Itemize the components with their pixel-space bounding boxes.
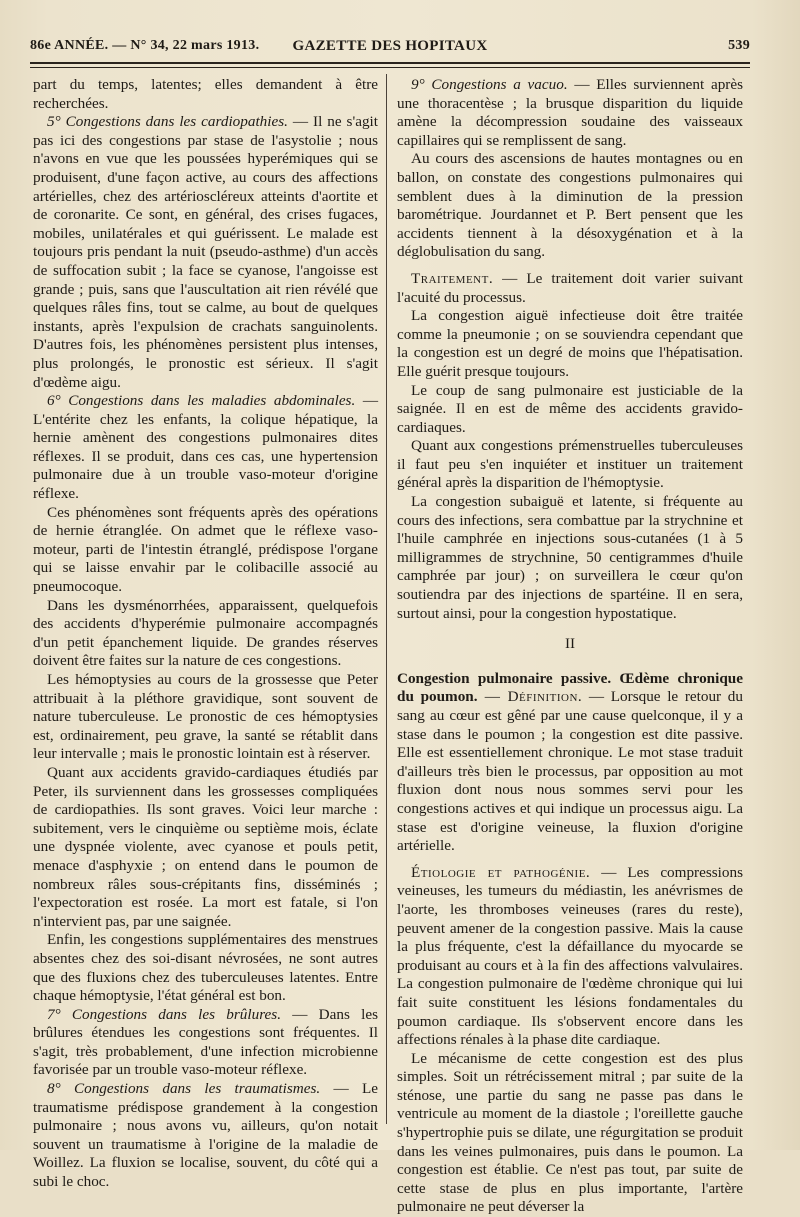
section-heading: Congestion pulmonaire passive. Œdème chronique du poumon. [397,669,743,706]
paragraph [397,270,743,307]
paragraph [33,113,378,392]
paragraph: La congestion subaiguë et latente, si fréquente au cours des infections, sera combattue par la strychnine et l'huile camphrée en injections sous-cutanées (1 à 5 milligrammes de strychnine, 50 centigrammes d'huile camphrée par jour) ; on surveillera le cœur qu'on soutiendra par des injections de spartéine. Il en sera, surtout ainsi, pour la congestion hypostatique. [397,493,743,622]
header-rule-thin [30,67,750,68]
paragraph-text: — Le traitement doit varier suivant l'acuité du processus. [397,269,743,306]
paragraph: Ces phénomènes sont fréquents après des opérations de hernie étranglée. On admet que le réflexe vaso-moteur, parti de l'intestin étranglé, prédispose l'organe qui se laisse envahir par le colibacille associé au pneumocoque. [33,503,378,596]
column-divider [386,74,387,1124]
section-label: — Définition. [477,688,583,706]
paragraph-title: 9° Congestions a vacuo. [411,76,568,93]
paragraph-title: 8° Congestions dans les traumatismes. [47,1080,321,1098]
paragraph-title: 6° Congestions dans les maladies abdominales. [47,392,356,410]
paragraph [33,1080,378,1192]
paragraph: Le mécanisme de cette congestion est des plus simples. Soit un rétrécissement mitral ; par suite de la sténose, une partie du sang ne passe pas dans le ventricule au moment de la diastole ; l'oreillette gauche s'hypertrophie puis se dilate, une régurgitation se produit dans les veines pulmonaires, puis dans le poumon. La congestion est établie. Ce n'est pas tout, par suite de cette stase de plus en plus importante, l'artère pulmonaire ne peut déverser la [397,1049,743,1216]
section-label: Étiologie et pathogénie. [411,863,591,881]
paragraph-text: — L'entérite chez les enfants, la colique hépatique, la hernie amènent des congestions pulmonaires dites réflexes. Il se produit, dans ces cas, une hypertension pulmonaire due à un trouble vaso-moteur d'origine réflexe. [33,392,379,503]
left-column [33,76,378,1192]
paragraph-text: — Lorsque le retour du sang au cœur est gêné par une cause quelconque, il y a stase dans le poumon ; la congestion est dite passive. Elle est essentiellement chronique. Le mot stase traduit d'ailleurs très bien le processus, par opposition au mot fluxion dont nous nous sommes servi pour les congestions actives et qui indique un processus aigu. La stase est d'origine veineuse, la fluxion d'origine artérielle. [397,688,743,855]
paragraph: part du temps, latentes; elles demandent à être recherchées. [33,76,378,112]
issue-info: 86e ANNÉE. — N° 34, 22 mars 1913. [30,38,260,53]
paragraph [397,76,743,150]
paragraph-text: — Elles surviennent après une thoracentèse ; la brusque disparition du liquide amène la décompression soudaine des vaisseaux capillaires qui se remplissent de sang. [397,76,744,149]
paragraph: Enfin, les congestions supplémentaires des menstrues absentes chez des soi-disant névrosées, ne sont autres que des fluxions chez des tuberculeuses latentes. Entre chaque hémoptysie, l'état général est bon. [33,931,378,1005]
paragraph: La congestion aiguë infectieuse doit être traitée comme la pneumonie ; on se souviendra cependant que la congestion est un degré de moins que l'hépatisation. Elle guérit presque toujours. [397,307,743,380]
paragraph-text: — Dans les brûlures étendues les congestions sont fréquentes. Il s'agit, très probablement, d'une infection microbienne favorisée par un trouble vaso-moteur réflexe. [33,1005,378,1079]
paragraph: Les hémoptysies au cours de la grossesse que Peter attribuait à la pléthore gravidique, sont souvent de nature tuberculeuse. Le pronostic de ces hémoptysies est, ordinairement, peu grave, la santé se rétablit dans leur intervalle ; mais le pronostic lointain est à réserver. [33,671,378,763]
paragraph [33,1006,378,1080]
paragraph [397,670,743,856]
right-column [397,76,743,1217]
paragraph-title: 5° Congestions dans les cardiopathies. [47,113,288,131]
section-label: Traitement. [411,269,494,287]
paragraph-text: — Le traumatisme prédispose grandement à la congestion pulmonaire ; nous avons vu, ailleurs, qu'on notait souvent un traumatisme à l'origine de la maladie de Woillez. La fluxion se localise, souvent, du côté qui a subi le choc. [33,1080,378,1191]
paragraph-title: 7° Congestions dans les brûlures. [47,1005,281,1023]
paragraph: Dans les dysménorrhées, apparaissent, quelquefois des accidents d'hyperémie pulmonaire accompagnés d'un petit épanchement liquide. De grandes réserves doivent être faites sur la nature de ces congestions. [33,596,378,670]
paragraph [397,864,743,1050]
paragraph: Au cours des ascensions de hautes montagnes ou en ballon, on constate des congestions pulmonaires qui semblent dues à la diminution de la pression barométrique. Jourdannet et P. Bert pensent que les accidents tiennent à la désoxygénation et à la déglobulisation du sang. [397,150,743,261]
paragraph-text: — Il ne s'agit pas ici des congestions par stase de l'asystolie ; nous n'avons en vue que les poussées hyperémiques qui se produisent, d'une façon active, au cours des affections artérielles, chez des artérioscléreux atteints d'aortite et de coronarite. Ce sont, en général, des crises fugaces, mobiles, unilatérales et qui guérissent. Le malade est toujours pris pendant la nuit (pseudo-asthme) d'un accès de suffocation subit ; la face se cyanose, l'angoisse est grande ; puis, sans que l'auscultation ait rien révélé que quelques râles fins, tout se calme, au bout de quelques instants, après l'expulsion de crachats sanguinolents. D'autres fois, les phénomènes persistent plus intenses, plus prolongés, le pronostic est sérieux. Il s'agit d'œdème aigu. [33,113,378,391]
paragraph: Le coup de sang pulmonaire est justiciable de la saignée. Il en est de même des accidents gravido-cardiaques. [397,381,743,436]
page-header [30,38,750,62]
page-number: 539 [728,38,750,53]
paragraph [33,392,378,504]
header-rule-thick [30,62,750,64]
section-number: II [564,635,576,653]
paragraph-text: — Les compressions veineuses, les tumeurs du médiastin, les anévrismes de l'aorte, les thromboses veineuses (rares du reste), peuvent amener de la congestion passive. Mais la cause la plus fréquente, c'est la défaillance du myocarde se produisant au cours et à la fin des affections valvulaires. La congestion pulmonaire de l'œdème chronique qui lui fait suite constituent les lésions fondamentales du poumon cardiaque. Ils s'observent encore dans les affections rénales à la phase dite cardiaque. [397,863,743,1049]
paragraph: Quant aux congestions prémenstruelles tuberculeuses il faut peu s'en inquiéter et instituer un traitement général après la disparition de l'hémoptysie. [397,437,743,492]
paragraph: Quant aux accidents gravido-cardiaques étudiés par Peter, ils surviennent dans les grossesses compliquées de cardiopathies. Ils sont graves. Voici leur marche : subitement, vers le cinquième ou septième mois, éclate une dyspnée violente, avec cyanose et pouls petit, menace d'asphyxie ; on entend dans le poumon de nombreux râles sous-crépitants fins, disséminés ; l'expectoration est rosée. La mort est fatale, si l'on n'intervient pas, par une saignée. [33,763,378,930]
journal-title: GAZETTE DES HOPITAUX [292,38,488,54]
